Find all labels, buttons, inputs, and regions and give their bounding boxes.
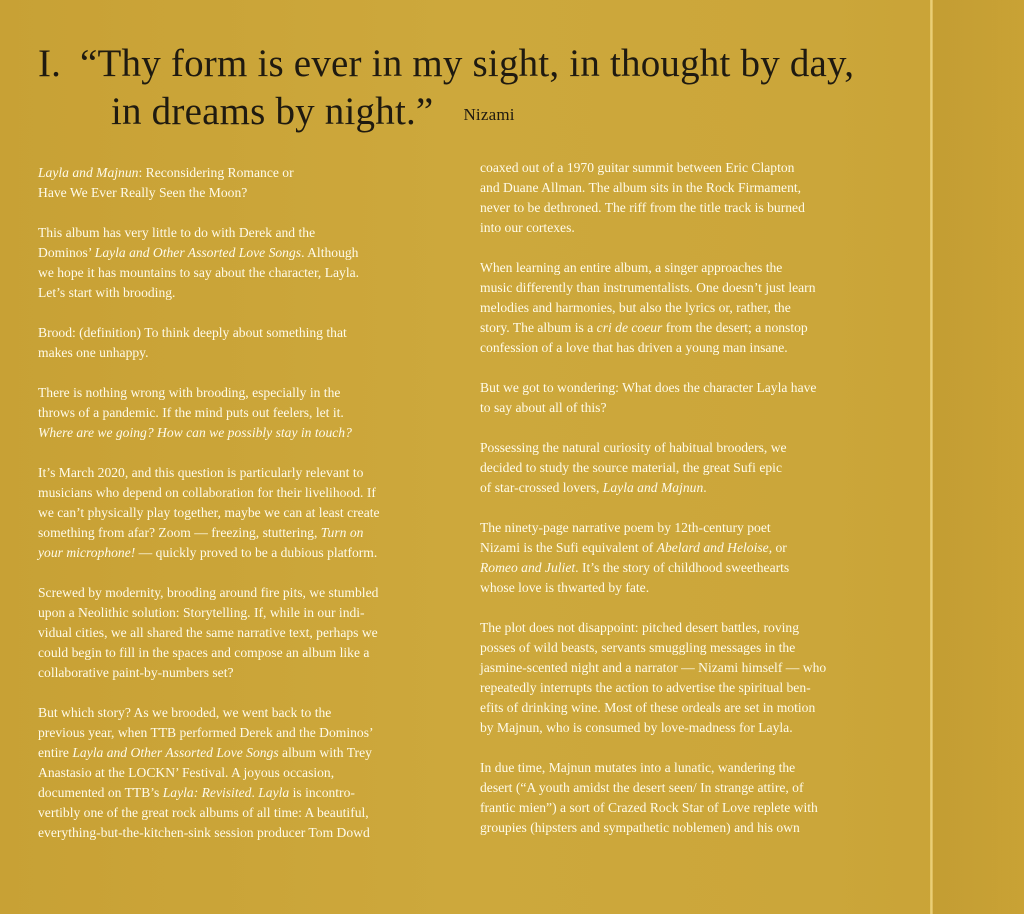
paragraph: But which story? As we brooded, we went back to the previous year, when TTB performed Derek and the Dominos’ entire Layla and Other Assorted Love Songs album with Trey Anastasio at the LOCKN’ Festival. A joyous occasion, documented on TTB’s Layla: Revisited. Layla is incontro- vertibly one of the great rock albums of all time: A beautiful, everything-but-the-kitchen-sink session producer Tom Dowd [38,705,374,840]
paragraph: Screwed by modernity, brooding around fire pits, we stumbled upon a Neolithic solution: Storytelling. If, while in our indi- vidual cities, we all shared the same narrative text, perhaps we could begin to fill in the spaces and compose an album like a collaborative paint-by-numbers set? [38,585,379,680]
heading-line-2 [38,88,918,139]
quote-author: Nizami [463,105,515,124]
paragraph: In due time, Majnun mutates into a lunatic, wandering the desert (“A youth amidst the desert seen/ In strange attire, of frantic mien”) a sort of Crazed Rock Star of Love replete with groupies (hipsters and sympathetic noblemen) and his own [480,760,818,835]
paragraph: The ninety-page narrative poem by 12th-century poet Nizami is the Sufi equivalent of Abelard and Heloise, or Romeo and Juliet. It’s the story of childhood sweethearts whose love is thwarted by fate. [480,520,790,595]
paragraph: When learning an entire album, a singer approaches the music differently than instrumentalists. One doesn’t just learn melodies and harmonies, but also the lyrics or, rather, the story. The album is a cri de coeur from the desert; a nonstop confession of a love that has driven a young man insane. [480,260,816,355]
quote-line-1: “Thy form is ever in my sight, in thought by day, [80,42,855,85]
right-column [480,158,900,858]
chapter-number: I. [38,42,62,85]
heading-line-1 [38,40,918,88]
left-column [38,163,458,863]
paragraph: It’s March 2020, and this question is particularly relevant to musicians who depend on collaboration for their livelihood. If we can’t physically play together, maybe we can at least create something from afar? Zoom — freezing, stuttering, Turn on your microphone! — quickly proved to be a dubious platform. [38,465,380,560]
paragraph: coaxed out of a 1970 guitar summit between Eric Clapton and Duane Allman. The album sits in the Rock Firmament, never to be dethroned. The riff from the title track is burned into our cortexes. [480,160,805,235]
paragraph: There is nothing wrong with brooding, especially in the throws of a pandemic. If the mind puts out feelers, let it. Where are we going? How can we possibly stay in touch? [38,385,352,440]
paragraph: The plot does not disappoint: pitched desert battles, roving posses of wild beasts, servants smuggling messages in the jasmine-scented night and a narrator — Nizami himself — who repeatedly interrupts the action to advertise the spiritual ben- efits of drinking wine. Most of these ordeals are set in motion by Majnun, who is consumed by love-madness for Layla. [480,620,827,735]
paragraph: Brood: (definition) To think deeply about something that makes one unhappy. [38,325,347,360]
essay-title: Layla and Majnun: Reconsidering Romance or Have We Ever Really Seen the Moon? [38,165,294,200]
paragraph: But we got to wondering: What does the character Layla have to say about all of this? [480,380,817,415]
paragraph: This album has very little to do with Derek and the Dominos’ Layla and Other Assorted Love Songs. Although we hope it has mountains to say about the character, Layla. Let’s start with brooding. [38,225,360,300]
fold-shadow [933,0,1024,914]
chapter-heading [38,40,918,139]
paragraph: Possessing the natural curiosity of habitual brooders, we decided to study the source material, the great Sufi epic of star-crossed lovers, Layla and Majnun. [480,440,787,495]
quote-line-2: in dreams by night.” [111,90,434,133]
